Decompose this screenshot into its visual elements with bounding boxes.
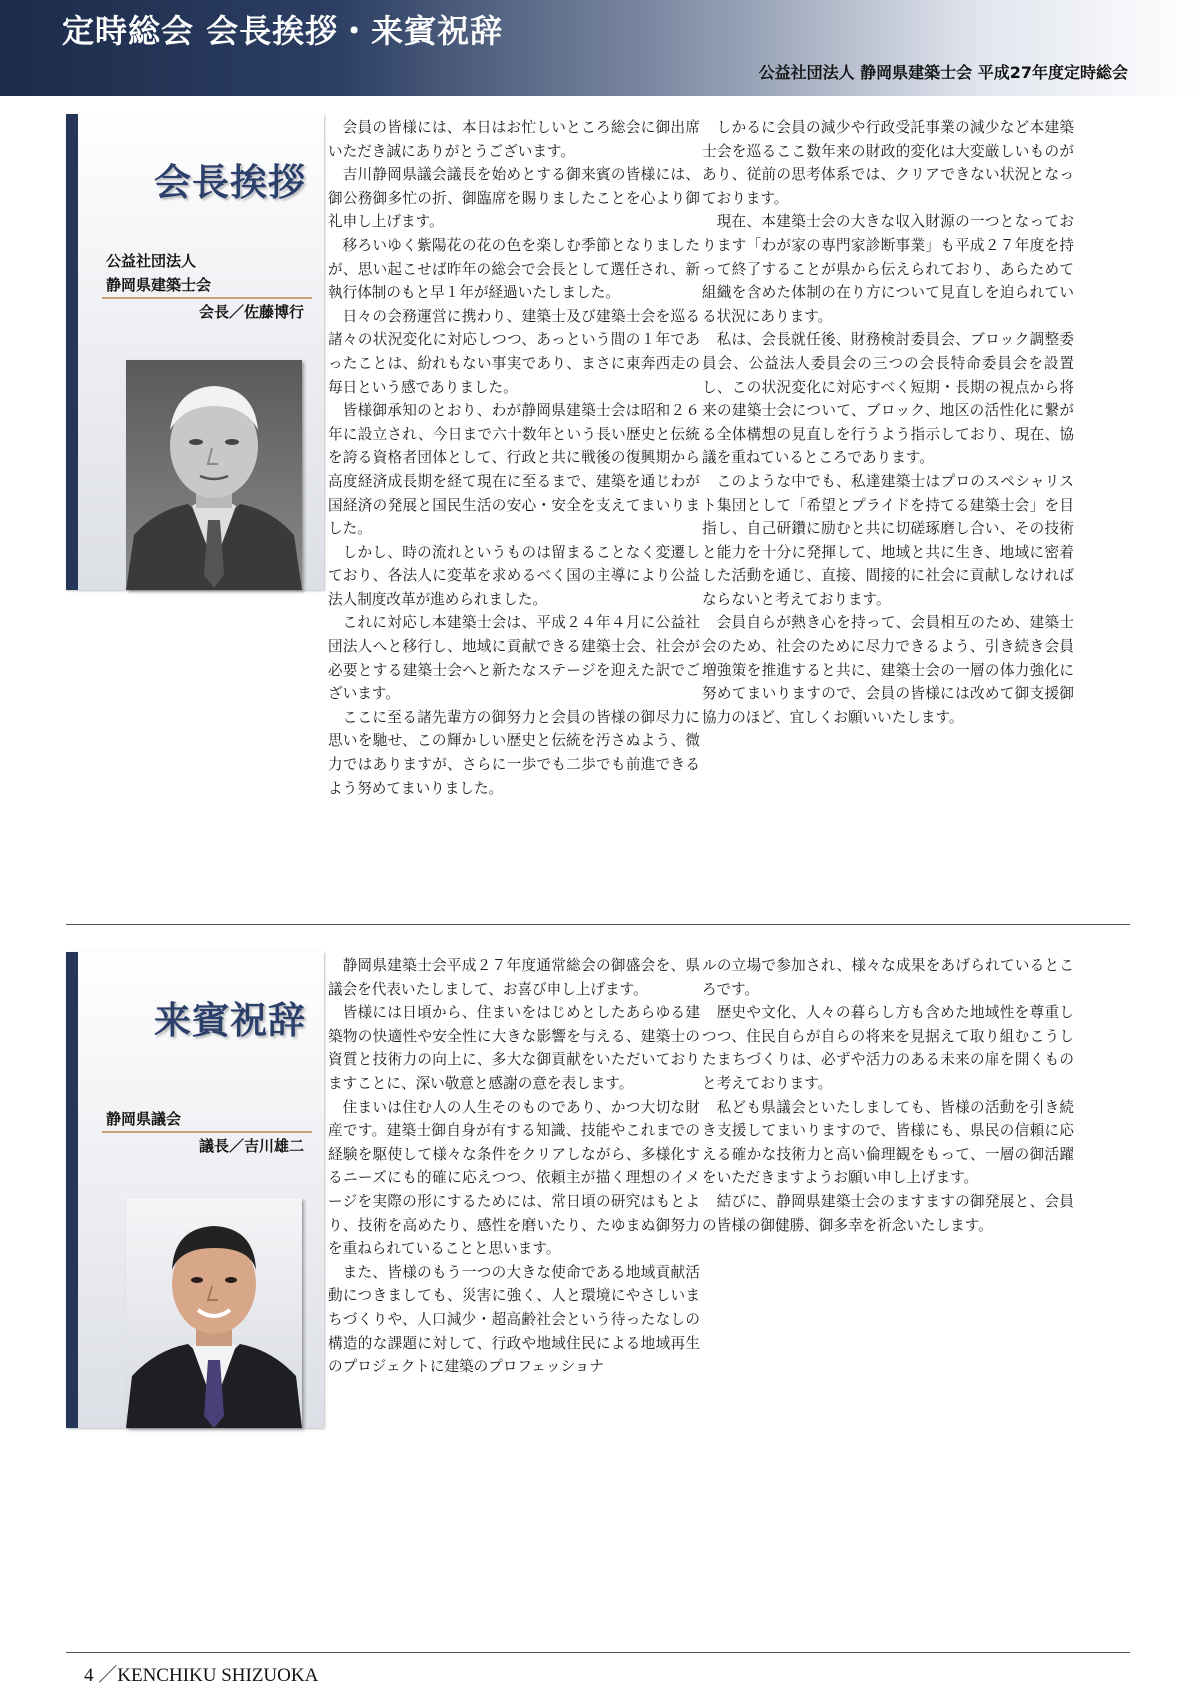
paragraph: また、皆様のもう一つの大きな使命である地域貢献活動につきましても、災害に強く、人と環境にやさしいまちづくりや、人口減少・超高齢社会という待ったなしの構造的な課題に対して、行政や地域住民による地域再生のプロジェクトに建築のプロフェッショナ <box>328 1263 700 1376</box>
page-title: 定時総会 会長挨拶・来賓祝辞 <box>62 12 504 50</box>
president-text-col2 <box>702 116 1074 729</box>
president-profile-panel <box>66 114 324 590</box>
guest-photo <box>126 1198 302 1428</box>
president-org-line2: 静岡県建築士会 <box>106 276 212 294</box>
paragraph: 結びに、静岡県建築士会のますますの御発展と、会員の皆様の御健勝、御多幸を祈念いたします。 <box>702 1192 1074 1234</box>
president-org-line1: 公益社団法人 <box>106 252 197 270</box>
paragraph: ここに至る諸先輩方の御努力と会員の皆様の御尽力に思いを馳せ、この輝かしい歴史と伝統を汚さぬよう、微力ではありますが、さらに一歩でも二歩でも前進できるよう努めてまいりました。 <box>328 708 700 797</box>
page-number-footer: 4 ／KENCHIKU SHIZUOKA <box>84 1665 319 1686</box>
footer-rule <box>66 1652 1130 1653</box>
paragraph: 現在、本建築士会の大きな収入財源の一つとなっております「わが家の専門家診断事業」も平成２７年度を持って終了することが県から伝えられており、あらためて組織を含めた体制の在り方について見直しを迫られている状況にあります。 <box>702 213 1074 325</box>
paragraph: これに対応し本建築士会は、平成２４年４月に公益社団法人へと移行し、地域に貢献できる建築士会、社会が必要とする建築士会へと新たなステージを迎えた訳でございます。 <box>328 614 700 703</box>
paragraph: 静岡県建築士会平成２７年度通常総会の御盛会を、県議会を代表いたしまして、お喜び申し上げます。 <box>328 957 700 998</box>
paragraph: このような中でも、私達建築士はプロのスペシャリスト集団として「希望とプライドを持てる建築士会」を目指し、自己研鑽に励むと共に切磋琢磨し合い、その技術と能力を十分に発揮して、地域と共に生き、地域に密着した活動を通じ、直接、間接的に社会に貢献しなければならないと考えております。 <box>702 472 1074 608</box>
paragraph: 会員の皆様には、本日はお忙しいところ総会に御出席いただき誠にありがとうございます。 <box>328 119 700 160</box>
header-organization: 公益社団法人 静岡県建築士会 平成27年度定時総会 <box>758 63 1128 82</box>
president-photo <box>126 360 302 590</box>
guest-text-col1 <box>328 954 700 1379</box>
paragraph: 日々の会務運営に携わり、建築士及び建築士会を巡る諸々の状況変化に対応しつつ、あっという間の１年であったことは、紛れもない事実であり、まさに東奔西走の毎日という感でありました。 <box>328 307 700 396</box>
president-panel-rule <box>102 297 312 299</box>
paragraph-continued: ルの立場で参加され、様々な成果をあげられているところです。 <box>702 957 1074 998</box>
paragraph: 皆様には日頃から、住まいをはじめとしたあらゆる建築物の快適性や安全性に大きな影響を与える、建築士の資質と技術力の向上に、多大な御貢献をいただいておりますことに、深い敬意と感謝の意を表します。 <box>328 1004 700 1092</box>
section-divider <box>66 924 1130 925</box>
guest-text-col2 <box>702 954 1074 1237</box>
paragraph: 移ろいゆく紫陽花の花の色を楽しむ季節となりましたが、思い起こせば昨年の総会で会長として選任され、新執行体制のもと早１年が経過いたしました。 <box>328 236 700 302</box>
guest-org-line1: 静岡県議会 <box>106 1110 182 1128</box>
paragraph: 会員自らが熱き心を持って、会員相互のため、建築士会のため、社会のために尽力できるよう、引き続き会員増強策を推進すると共に、建築士会の一層の体力強化に努めてまいりますので、会員の皆様には改めて御支援御協力のほど、宜しくお願いいたします。 <box>702 614 1074 726</box>
guest-heading: 来賓祝辞 <box>154 999 306 1042</box>
president-heading: 会長挨拶 <box>154 161 306 204</box>
guest-title-name: 議長／吉川雄二 <box>198 1137 304 1155</box>
paragraph: 吉川静岡県議会議長を始めとする御来賓の皆様には、御公務御多忙の折、御臨席を賜りましたことを心より御礼申し上げます。 <box>328 166 700 231</box>
paragraph: 歴史や文化、人々の暮らし方も含めた地域性を尊重しつつ、住民自らが自らの将来を見据えて取り組むこうしたまちづくりは、必ずや活力のある未来の扉を開くものと考えております。 <box>702 1004 1074 1092</box>
president-title-name: 会長／佐藤博行 <box>198 303 304 321</box>
guest-panel-rule <box>102 1131 312 1133</box>
paragraph: 私ども県議会といたしましても、皆様の活動を引き続き支援してまいりますので、皆様にも、県民の信頼に応える確かな技術力と高い倫理観をもって、一層の御活躍をいただきますようお願い申し上げます。 <box>702 1098 1074 1187</box>
guest-profile-panel <box>66 952 324 1428</box>
paragraph: 皆様御承知のとおり、わが静岡県建築士会は昭和２６年に設立され、今日まで六十数年という長い歴史と伝統を誇る資格者団体として、行政と共に戦後の復興期から高度経済成長期を経て現在に至るまで、建築を通じわが国経済の発展と国民生活の安心・安全を支えてまいりました。 <box>328 402 700 538</box>
president-text-col1 <box>328 116 700 800</box>
paragraph: しかるに会員の減少や行政受託事業の減少など本建築士会を巡るここ数年来の財政的変化は大変厳しいものがあり、従前の思考体系では、クリアできない状況となっております。 <box>702 119 1074 207</box>
paragraph: しかし、時の流れというものは留まることなく変遷しており、各法人に変革を求めるべく国の主導により公益法人制度改革が進められました。 <box>328 543 700 608</box>
paragraph: 私は、会長就任後、財務検討委員会、ブロック調整委員会、公益法人委員会の三つの会長特命委員会を設置し、この状況変化に対応すべく短期・長期の視点から将来の建築士会について、ブロック、地区の活性化に繋がる全体構想の見直しを行うよう指示しており、現在、協議を重ねているところであります。 <box>702 331 1074 467</box>
paragraph: 住まいは住む人の人生そのものであり、かつ大切な財産です。建築士御自身が有する知識、技能やこれまでの経験を駆使して様々な条件をクリアしながら、多様化するニーズにも的確に応えつつ、依頼主が描く理想のイメージを実際の形にするためには、常日頃の研究はもとより、技術を高めたり、感性を磨いたり、たゆまぬ御努力を重ねられていることと思います。 <box>328 1098 700 1258</box>
